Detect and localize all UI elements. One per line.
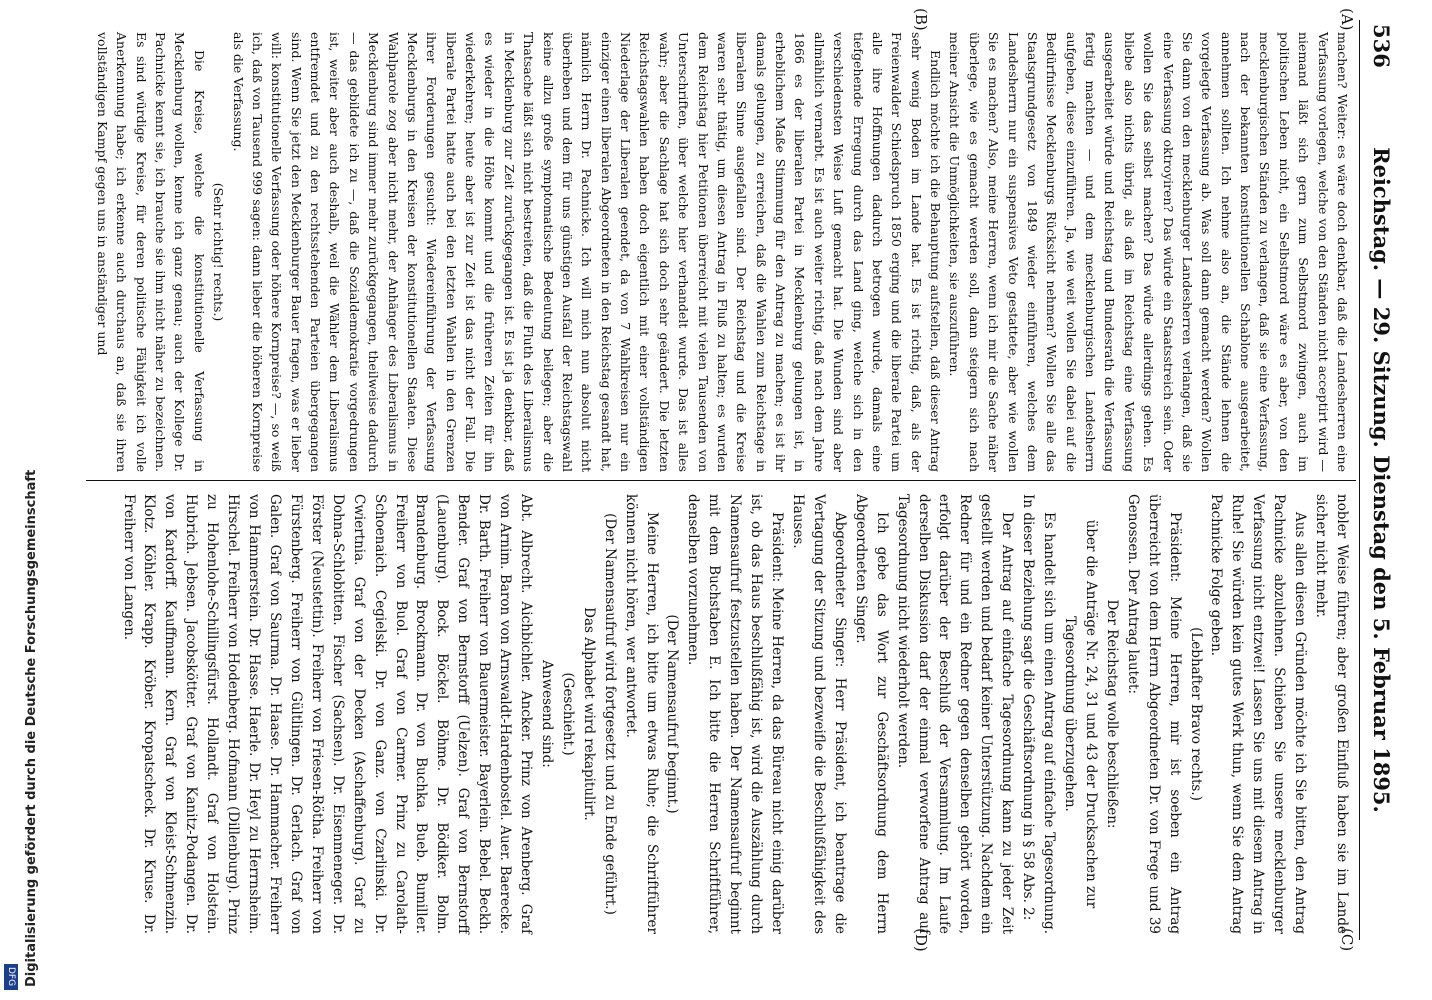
paragraph: (Lebhafter Bravo rechts.) xyxy=(1187,627,1204,801)
paragraph: Ich gebe das Wort zur Geschäftsordnung dem Herrn Abgeordneten Singer. xyxy=(852,494,890,934)
paragraph: Endlich möchte ich die Behauptung aufstellen, daß dieser Antrag sehr wenig Boden im Lande hat. Es ist richtig, daß, als der Freienwalder Schiedspruch 1850 erging und die liberale Partei um alle ihre Hoffnungen dadurch betrogen wurde, damals eine tiefgehende Erregung durch das Land ging, welche sich in den verschiedensten Weise Luft gemacht hat. Die Wunden sind aber allmählich vernarbt. Es ist auch weiter richtig, daß nach dem Jahre 1866 es der liberalen Partei in Mecklenburg gelungen ist, in erheblichem Maße Stimmung für den Antrag zu machen; es ist ihr damals gelungen, zu erreichen, daß die Wahlen zum Reichstage in liberalem Sinne ausgefallen sind. Der Reichstag und die Kreise waren sehr thätig, um diesen Antrag in Fluß zu halten; es wurden dem Reichstag hier Petitionen überreicht mit vielen Tausenden von Unterschriften, über welche hier verhandelt wurde. Das ist alles wahr; aber die Sachlage hat sich doch sehr geändert. Die letzten Reichstagswahlen haben doch eigentlich mit einer vollständigen Niederlage der Liberalen geendet, da von 7 Wahlkreisen nur ein einziger einen liberalen Abgeordneten in den Reichstag gesandt hat, nämlich Herrn Dr. Pachnicke. Ich will mich nun absolut nicht überheben und dem für uns günstigen Ausfall der Reichstagswahl keine allzu große symptomatische Bedeutung beilegen; aber die Thatsache läßt sich nicht bestreiten, daß die Fluth des Liberalismus in Mecklenburg zur Zeit zurückgegangen ist. Es ist ja denkbar, daß es wieder in die Höhe kommt und die früheren Zeiten für ihn wiederkehren; heute aber ist zur Zeit ist das nicht der Fall. Die liberale Partei hatte auch bei den letzten Wahlen in den Grenzen ihrer Forderungen gesucht: Wiedereinführung der Verfassung Mecklenburgs in den Kreisen der konstitutionellen Staaten. Diese Wahlparole zog aber nicht mehr, der Anhänger des Liberalismus in Mecklenburg sind immer mehr zurückgegangen, theilweise dadurch — das gebildete ich zu —, daß die Sozialdemokratie vorgedrungen ist, weiter aber auch deshalb, weil die Wähler dem Liberalismus entfremdet und zu den rechtsstehenden Parteien übergegangen sind. Wenn Sie jetzt den Mecklenburger Bauer fragen, was er lieber will: konstitutionelle Verfassung oder höhere Kornpreise? —, so weiß ich, daß von Tausend 999 sagen: dann lieber die höheren Kornpreise als die Verfassung. xyxy=(230,32,944,472)
column-divider xyxy=(86,480,1356,481)
running-title: Reichstag. — 29. Sitzung. Dienstag den 5. Februar 1895. xyxy=(1369,147,1394,813)
digitization-footer xyxy=(2,0,39,992)
paragraph: Präsident: Meine Herren, mir ist soeben ein Antrag überreicht von dem Herrn Abgeordneten Dr. von Frege und 39 Genossen. Der Antrag lautet: xyxy=(1124,494,1183,934)
margin-letter-d: (D) xyxy=(912,928,930,952)
margin-letter-c: (C) xyxy=(1338,928,1356,952)
paragraph: (Der Namensaufruf beginnt.) xyxy=(664,614,681,814)
paragraph: Abt. Albrecht. Aichbichler. Ancker. Prinz von Arenberg. Graf von Arnim. Baron von Arnswaldt-Hardenbostel. Auer. Baerecke. Dr. Barth. Freiherr von Bauermeister. Bayerlein. Bebel. Beckh. Bender. Graf von Bernstorff (Uelzen). Graf von Bernstorff (Lauenburg). Bock. Böckel. Böhme. Dr. Bödiker. Bolm. Brandenburg. Brockmann. Dr. von Buchka. Bueb. Bumiller. Freiherr von Buol. Graf von Carmer. Prinz zu Carolath-Schoenaich. Cegielski. Dr. von Ganz. von Czarlinski. Dr. Cwiertnia. Graf von der Decken (Aschaffenburg). Graf zu Dohna-Schlobitten. Fischer (Sachsen). Dr. Eisenmeneger. Dr. Förster (Neustettin). Freiherr von Friesen-Rötha. Freiherr von Fürstenberg. Freiherr von Gültlingen. Dr. Gerlach. Graf von Galen. Graf von Saurma. Dr. Haase. Dr. Hammacher. Freiherr von Hammerstein. Dr. Hasse. Haerle. Dr. Heyl zu Herrnsheim. Hirschel. Freiherr von Hodenberg. Hofmann (Dillenburg). Prinz zu Hohenlohe-Schillingsfürst. Hollandt. Graf von Holstein. Hubrich. Jebsen. Jacobskötter. Graf von Kanitz-Podangen. Dr. von Kardorff. Kauffmann. Kern. Graf von Kleist-Schmenzin. Klotz. Köhler. Krapp. Kröber. Kropatscheck. Dr. Kruse. Dr. Freiherr von Langen. xyxy=(120,494,535,934)
paragraph: Präsident: Meine Herren, da das Büreau nicht einig darüber ist, ob das Haus beschlußfähig ist, wird die Auszählung durch Namensaufruf festzustellen haben. Der Namensaufruf beginnt mit dem Buchstaben E. Ich bitte die Herren Schriftführer, denselben vorzunehmen. xyxy=(685,494,786,934)
margin-letter-b: (B) xyxy=(912,8,930,31)
paragraph: Es handelt sich um einen Antrag auf einfache Tagesordnung. In dieser Beziehung sagt die Geschäftsordnung in § 58 Abs. 2: xyxy=(1020,494,1058,934)
paragraph: (Sehr richtig! rechts.) xyxy=(211,182,227,322)
page-number: 536 xyxy=(1369,24,1394,68)
paragraph: Abgeordneter Singer: Herr Präsident, ich beantrage die Vertagung der Sitzung und bezweifle die Beschlußfähigkeit des Hauses. xyxy=(790,494,848,934)
paragraph: Der Antrag auf einfache Tagesordnung kann zu jeder Zeit gestellt werden und bedarf keiner Unterstützung. Nachdem ein Redner für und ein Redner gegen denselben gehört worden, erfolgt darüber der Beschluß der Versammlung. Im Laufe derselben Diskussion darf der einmal verworfene Antrag auf Tagesordnung nicht wiederholt werden. xyxy=(894,494,1016,934)
paragraph: nobler Weise führen; aber großen Einfluß haben sie im Lande sicher nicht mehr. xyxy=(1313,494,1350,934)
paragraph: Der Reichstag wolle beschließen: xyxy=(1103,599,1120,829)
paragraph: (Der Namensaufruf wird fortgesetzt und zu Ende geführt.) xyxy=(601,513,618,915)
paragraph: Aus allen diesen Gründen möchte ich Sie bitten, den Antrag Pachnicke abzulehnen. Schieben Sie unsere mecklenburger Verfassung nicht entzwei! Lassen Sie uns mit diesem Antrag in Ruhe! Sie würden kein gutes Werk thun, wenn Sie dem Antrag Pachnicke Folge geben. xyxy=(1208,494,1309,934)
page-header xyxy=(1364,0,1394,960)
left-column xyxy=(93,32,1352,472)
margin-letter-a: (A) xyxy=(1338,8,1356,31)
paragraph: über die Anträge Nr. 24, 31 und 43 der Drucksachen zur Tagesordnung überzugehen. xyxy=(1062,519,1099,909)
right-column xyxy=(118,494,1352,934)
digitization-note: Digitalisierung gefördert durch die Deutsche Forschungsgemeinschaft xyxy=(24,469,39,987)
dfg-logo: DFG xyxy=(4,964,18,990)
paragraph: Das Alphabet wird rekapitulirt. xyxy=(580,607,597,821)
rotated-page xyxy=(40,0,1400,960)
paragraph: Anwesend sind: xyxy=(538,660,555,768)
header-rule xyxy=(1359,20,1360,940)
paragraph: (Geschieht.) xyxy=(559,672,576,756)
paragraph: machen? Weiter: es wäre doch denkbar, daß die Landesherren eine Verfassung vorlegen, welche von den Ständen nicht acceptirt wird — niemand läßt sich gern zum Selbstmord zwingen, auch im politischen Leben nicht, ein Selbstmord wäre es aber, von den mecklenburgischen Ständen zu verlangen, daß sie eine Verfassung, nach der bekannten konstitutionellen Schablone ausgearbeitet, annehmen sollten. Ich nehme also an, die Stände lehnen die vorgelegte Verfassung ab. Was soll dann gemacht werden? Wollen Sie dann von den mecklenburger Landesherren verlangen, daß sie eine Verfassung oktroyiren? Das würde ein Staatsstreich sein. Oder wollen Sie das selbst machen? Das würde allerdings gehen. Es bliebe also nichts übrig, als daß im Reichstag eine Verfassung ausgearbeitet würde und Reichstag und Bundesrath die Verfassung fertig machten — und dem mecklenburgischen Landesherrn aufgeben, diese einzuführen. Ja, wie weit wollen Sie dabei auf die Bedürfnisse Mecklenburgs Rücksicht nehmen? Wollen Sie alle das Staatsgrundgesetz von 1849 wieder einführen, welches dem Landesherrn nur ein suspensives Veto gestattete, aber wie wollen Sie es machen? Also, meine Herren, wenn ich mir die Sache näher überlege, wie es gemacht werden soll, dann steigern sich nach meiner Ansicht die Unmöglichkeiten, sie auszuführen. xyxy=(947,32,1350,472)
paragraph: Meine Herren, ich bitte um etwas Ruhe; die Schriftführer können nicht hören, wer antwortet. xyxy=(622,494,660,934)
paragraph: Die Kreise, welche die konstitutionelle Verfassung in Mecklenburg wollen, kenne ich ganz genau; auch der Kollege Dr. Pachnicke kennt sie, ich brauche sie ihm nicht näher zu bezeichnen. Es sind würdige Kreise, für deren politische Fähigkeit ich volle Anerkennung habe; ich erkenne auch durchaus an, daß sie ihren vollständigen Kampf gegen uns in anständiger und xyxy=(95,32,207,472)
